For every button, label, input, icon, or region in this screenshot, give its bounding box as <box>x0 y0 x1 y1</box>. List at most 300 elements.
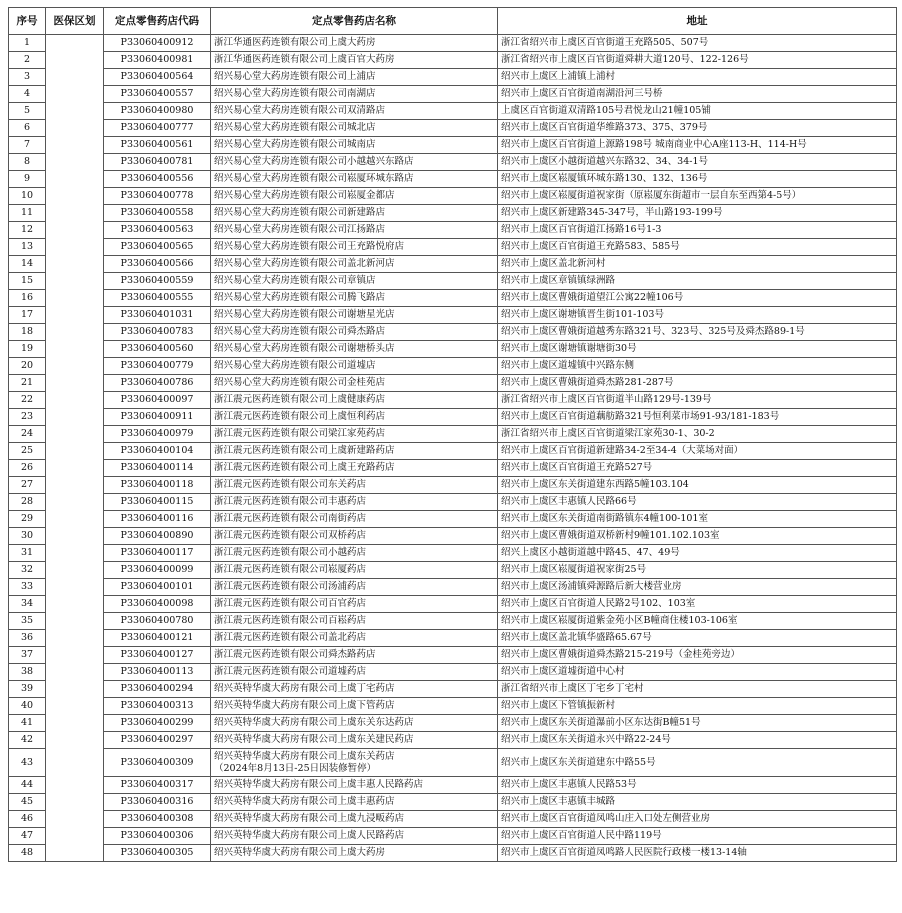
table-row <box>9 324 897 341</box>
row-name-cell <box>211 681 498 698</box>
row-code: P33060400565 <box>104 239 211 256</box>
table-row <box>9 341 897 358</box>
row-area <box>46 477 104 494</box>
row-address: 绍兴市上虞区曹娥街道双桥新村9幢101.102.103室 <box>498 528 897 545</box>
row-name-cell <box>211 698 498 715</box>
row-area <box>46 103 104 120</box>
row-code: P33060400560 <box>104 341 211 358</box>
row-name-cell <box>211 715 498 732</box>
row-code: P33060400557 <box>104 86 211 103</box>
row-area <box>46 460 104 477</box>
row-name-cell <box>211 222 498 239</box>
table-row <box>9 222 897 239</box>
row-area <box>46 273 104 290</box>
table-row <box>9 392 897 409</box>
row-name: 绍兴英特华虞大药房有限公司上虞丰惠人民路药店 <box>214 779 424 790</box>
row-name: 浙江震元医药连锁有限公司上虞健康药店 <box>214 394 386 405</box>
table-row <box>9 52 897 69</box>
row-seq: 33 <box>9 579 46 596</box>
row-seq: 22 <box>9 392 46 409</box>
row-seq: 44 <box>9 777 46 794</box>
row-seq: 6 <box>9 120 46 137</box>
row-seq: 26 <box>9 460 46 477</box>
row-code: P33060400116 <box>104 511 211 528</box>
row-name: 浙江震元医药连锁有限公司百崧药店 <box>214 615 367 626</box>
row-area <box>46 222 104 239</box>
row-code: P33060400098 <box>104 596 211 613</box>
row-name-cell <box>211 630 498 647</box>
table-row <box>9 715 897 732</box>
row-area <box>46 69 104 86</box>
row-name: 绍兴易心堂大药房连锁有限公司江扬路店 <box>214 224 386 235</box>
row-address: 绍兴市上虞区丰惠镇人民路53号 <box>498 777 897 794</box>
row-area <box>46 324 104 341</box>
row-address: 绍兴市上虞区曹娥街道越秀东路321号、323号、325号及舜杰路89-1号 <box>498 324 897 341</box>
row-name-cell <box>211 443 498 460</box>
row-seq: 45 <box>9 794 46 811</box>
row-name-cell <box>211 120 498 137</box>
row-address: 绍兴市上虞区百官街道上源路198号 城南商业中心A座113-H、114-H号 <box>498 137 897 154</box>
row-address: 绍兴市上虞区丰惠镇人民路66号 <box>498 494 897 511</box>
row-name: 绍兴易心堂大药房连锁有限公司金桂苑店 <box>214 377 386 388</box>
row-area <box>46 375 104 392</box>
row-address: 绍兴市上虞区东关街道永兴中路22-24号 <box>498 732 897 749</box>
header-seq: 序号 <box>9 8 46 35</box>
row-seq: 12 <box>9 222 46 239</box>
table-row <box>9 188 897 205</box>
row-address: 绍兴市上虞区丰惠镇丰城路 <box>498 794 897 811</box>
row-name-cell <box>211 52 498 69</box>
row-seq: 18 <box>9 324 46 341</box>
table-body <box>9 35 897 862</box>
row-name-cell <box>211 409 498 426</box>
row-code: P33060400781 <box>104 154 211 171</box>
row-name: 绍兴易心堂大药房连锁有限公司谢塘星光店 <box>214 309 395 320</box>
row-name: 绍兴易心堂大药房连锁有限公司城南店 <box>214 139 376 150</box>
row-seq: 5 <box>9 103 46 120</box>
row-code: P33060400118 <box>104 477 211 494</box>
row-name: 浙江震元医药连锁有限公司道墟药店 <box>214 666 367 677</box>
row-name-cell <box>211 579 498 596</box>
row-code: P33060400305 <box>104 845 211 862</box>
row-seq: 30 <box>9 528 46 545</box>
table-row <box>9 171 897 188</box>
row-code: P33060400299 <box>104 715 211 732</box>
row-code: P33060400297 <box>104 732 211 749</box>
row-code: P33060400783 <box>104 324 211 341</box>
row-area <box>46 749 104 777</box>
row-seq: 25 <box>9 443 46 460</box>
row-address: 绍兴市上虞区百官街道人民路2号102、103室 <box>498 596 897 613</box>
row-address: 绍兴市上虞区小越街道越兴东路32、34、34-1号 <box>498 154 897 171</box>
row-name: 浙江震元医药连锁有限公司梁江家苑药店 <box>214 428 386 439</box>
table-row <box>9 596 897 613</box>
row-name-cell <box>211 596 498 613</box>
row-seq: 31 <box>9 545 46 562</box>
row-name: 绍兴易心堂大药房连锁有限公司新建路店 <box>214 207 386 218</box>
row-address: 浙江省绍兴市上虞区百官街道梁江家苑30-1、30-2 <box>498 426 897 443</box>
header-code: 定点零售药店代码 <box>104 8 211 35</box>
row-area <box>46 154 104 171</box>
row-seq: 42 <box>9 732 46 749</box>
row-area <box>46 579 104 596</box>
row-code: P33060400561 <box>104 137 211 154</box>
table-row <box>9 307 897 324</box>
row-address: 绍兴市上虞区曹娥街道望江公寓22幢106号 <box>498 290 897 307</box>
row-address: 绍兴市上虞区东关街道瀑前小区东达街B幢51号 <box>498 715 897 732</box>
table-row <box>9 290 897 307</box>
row-name: 绍兴易心堂大药房连锁有限公司崧厦环城东路店 <box>214 173 414 184</box>
row-seq: 4 <box>9 86 46 103</box>
table-row <box>9 579 897 596</box>
row-area <box>46 777 104 794</box>
table-row <box>9 562 897 579</box>
row-name: 绍兴易心堂大药房连锁有限公司城北店 <box>214 122 376 133</box>
table-row <box>9 545 897 562</box>
table-row <box>9 137 897 154</box>
row-area <box>46 664 104 681</box>
row-address: 绍兴市上虞区百官街道凤鸣山庄入口处左侧营业房 <box>498 811 897 828</box>
row-name: 浙江震元医药连锁有限公司东关药店 <box>214 479 367 490</box>
row-seq: 46 <box>9 811 46 828</box>
row-area <box>46 845 104 862</box>
row-name-cell <box>211 562 498 579</box>
row-name-cell <box>211 86 498 103</box>
row-code: P33060401031 <box>104 307 211 324</box>
row-name-cell <box>211 494 498 511</box>
row-name: 绍兴易心堂大药房连锁有限公司腾飞路店 <box>214 292 386 303</box>
row-code: P33060400566 <box>104 256 211 273</box>
table-header-row <box>9 8 897 35</box>
row-area <box>46 409 104 426</box>
row-code: P33060400114 <box>104 460 211 477</box>
row-seq: 8 <box>9 154 46 171</box>
row-area <box>46 35 104 52</box>
row-name-cell <box>211 845 498 862</box>
row-name: 浙江震元医药连锁有限公司盖北药店 <box>214 632 367 643</box>
row-name-cell <box>211 256 498 273</box>
row-address: 绍兴市上虞区百官街道王充路527号 <box>498 460 897 477</box>
row-name: 绍兴英特华虞大药房有限公司上虞丰惠药店 <box>214 796 395 807</box>
row-address: 绍兴市上虞区曹娥街道舜杰路215-219号（金桂苑旁边） <box>498 647 897 664</box>
row-seq: 17 <box>9 307 46 324</box>
row-code: P33060400786 <box>104 375 211 392</box>
table-row <box>9 613 897 630</box>
row-code: P33060400890 <box>104 528 211 545</box>
row-area <box>46 528 104 545</box>
row-name: 绍兴易心堂大药房连锁有限公司上浦店 <box>214 71 376 82</box>
row-code: P33060400115 <box>104 494 211 511</box>
row-name-cell <box>211 35 498 52</box>
row-code: P33060400308 <box>104 811 211 828</box>
row-address: 绍兴市上虞区道墟镇中兴路东侧 <box>498 358 897 375</box>
row-name: 浙江震元医药连锁有限公司丰惠药店 <box>214 496 367 507</box>
row-name: 绍兴英特华虞大药房有限公司上虞人民路药店 <box>214 830 405 841</box>
row-area <box>46 290 104 307</box>
row-code: P33060400121 <box>104 630 211 647</box>
header-name: 定点零售药店名称 <box>211 8 498 35</box>
table-row <box>9 86 897 103</box>
row-name-cell <box>211 188 498 205</box>
row-seq: 24 <box>9 426 46 443</box>
row-code: P33060400563 <box>104 222 211 239</box>
row-seq: 32 <box>9 562 46 579</box>
row-seq: 41 <box>9 715 46 732</box>
row-address: 绍兴市上虞区东关街道建东中路55号 <box>498 749 897 777</box>
table-row <box>9 273 897 290</box>
row-code: P33060400101 <box>104 579 211 596</box>
row-name-cell <box>211 460 498 477</box>
row-area <box>46 205 104 222</box>
row-name-cell <box>211 664 498 681</box>
row-address: 绍兴市上虞区下管镇振新村 <box>498 698 897 715</box>
row-seq: 48 <box>9 845 46 862</box>
row-code: P33060400127 <box>104 647 211 664</box>
row-seq: 29 <box>9 511 46 528</box>
row-seq: 39 <box>9 681 46 698</box>
table-row <box>9 35 897 52</box>
row-name: 绍兴英特华虞大药房有限公司上虞东关东达药店 <box>214 717 414 728</box>
row-seq: 40 <box>9 698 46 715</box>
row-name-cell <box>211 528 498 545</box>
row-code: P33060400979 <box>104 426 211 443</box>
table-row <box>9 845 897 862</box>
row-area <box>46 794 104 811</box>
row-address: 绍兴市上虞区盖北新河村 <box>498 256 897 273</box>
row-address: 浙江省绍兴市上虞区百官街道舜耕大道120号、122-126号 <box>498 52 897 69</box>
row-code: P33060400912 <box>104 35 211 52</box>
row-seq: 2 <box>9 52 46 69</box>
table-row <box>9 494 897 511</box>
table-row <box>9 205 897 222</box>
row-seq: 34 <box>9 596 46 613</box>
table-row <box>9 120 897 137</box>
row-name: 绍兴英特华虞大药房有限公司上虞东关建民药店 <box>214 734 414 745</box>
row-name: 绍兴英特华虞大药房有限公司上虞大药房 <box>214 847 386 858</box>
row-seq: 11 <box>9 205 46 222</box>
row-address: 绍兴市上虞区百官街道新建路34-2至34-4（大菜场对面） <box>498 443 897 460</box>
row-name-cell <box>211 477 498 494</box>
row-name: 绍兴英特华虞大药房有限公司上虞东关药店 <box>214 750 395 762</box>
row-seq: 7 <box>9 137 46 154</box>
row-name: 绍兴英特华虞大药房有限公司上虞下管药店 <box>214 700 395 711</box>
row-seq: 43 <box>9 749 46 777</box>
pharmacy-table <box>8 7 897 862</box>
row-code: P33060400555 <box>104 290 211 307</box>
row-name: 浙江震元医药连锁有限公司上虞恒利药店 <box>214 411 386 422</box>
row-code: P33060400306 <box>104 828 211 845</box>
row-seq: 28 <box>9 494 46 511</box>
row-seq: 15 <box>9 273 46 290</box>
table-row <box>9 777 897 794</box>
row-name: 绍兴易心堂大药房连锁有限公司舜杰路店 <box>214 326 386 337</box>
row-name-cell <box>211 205 498 222</box>
row-name: 绍兴易心堂大药房连锁有限公司盖北新河店 <box>214 258 395 269</box>
row-area <box>46 392 104 409</box>
row-code: P33060400309 <box>104 749 211 777</box>
row-area <box>46 239 104 256</box>
row-code: P33060400558 <box>104 205 211 222</box>
row-code: P33060400097 <box>104 392 211 409</box>
row-seq: 19 <box>9 341 46 358</box>
row-name: 浙江震元医药连锁有限公司上虞新建路药店 <box>214 445 395 456</box>
row-name: 浙江震元医药连锁有限公司双桥药店 <box>214 530 367 541</box>
row-seq: 16 <box>9 290 46 307</box>
row-name: 绍兴英特华虞大药房有限公司上虞丁宅药店 <box>214 683 395 694</box>
table-row <box>9 647 897 664</box>
row-address: 绍兴市上虞区谢塘镇晋生街101-103号 <box>498 307 897 324</box>
table-row <box>9 443 897 460</box>
row-address: 浙江省绍兴市上虞区百官街道半山路129号-139号 <box>498 392 897 409</box>
row-address: 绍兴市上虞区百官街道藕舫路321号恒利菜市场91-93/181-183号 <box>498 409 897 426</box>
table-row <box>9 409 897 426</box>
table-row <box>9 681 897 698</box>
row-name: 绍兴易心堂大药房连锁有限公司道墟店 <box>214 360 376 371</box>
header-area: 医保区划 <box>46 8 104 35</box>
row-name: 绍兴易心堂大药房连锁有限公司南湖店 <box>214 88 376 99</box>
row-area <box>46 715 104 732</box>
row-area <box>46 681 104 698</box>
row-name-cell <box>211 811 498 828</box>
row-area <box>46 443 104 460</box>
row-area <box>46 698 104 715</box>
row-name: 浙江震元医药连锁有限公司小越药店 <box>214 547 367 558</box>
row-name-cell <box>211 426 498 443</box>
row-name-cell <box>211 273 498 290</box>
row-name-cell <box>211 794 498 811</box>
row-code: P33060400779 <box>104 358 211 375</box>
table-row <box>9 794 897 811</box>
table-row <box>9 698 897 715</box>
row-seq: 1 <box>9 35 46 52</box>
row-area <box>46 137 104 154</box>
row-address: 绍兴市上虞区汤浦镇舜源路后新大楼营业房 <box>498 579 897 596</box>
row-name-cell <box>211 749 498 777</box>
row-seq: 14 <box>9 256 46 273</box>
row-address: 绍兴市上虞区新建路345-347号，半山路193-199号 <box>498 205 897 222</box>
table-row <box>9 528 897 545</box>
row-address: 绍兴市上虞区百官街道凤鸣路人民医院行政楼一楼13-14轴 <box>498 845 897 862</box>
row-code: P33060400911 <box>104 409 211 426</box>
row-name: 绍兴易心堂大药房连锁有限公司小越越兴东路店 <box>214 156 414 167</box>
row-name-cell <box>211 69 498 86</box>
table-row <box>9 664 897 681</box>
row-address: 浙江省绍兴市上虞区百官街道王充路505、507号 <box>498 35 897 52</box>
table-row <box>9 630 897 647</box>
table-row <box>9 460 897 477</box>
row-name-cell <box>211 103 498 120</box>
row-name: 浙江华通医药连锁有限公司上虞大药房 <box>214 37 376 48</box>
row-address: 上虞区百官街道双清路105号君悦龙山21幢105铺 <box>498 103 897 120</box>
row-code: P33060400317 <box>104 777 211 794</box>
row-name: 浙江震元医药连锁有限公司上虞王充路药店 <box>214 462 395 473</box>
row-address: 绍兴市上虞区百官街道华维路373、375、379号 <box>498 120 897 137</box>
table-row <box>9 732 897 749</box>
row-code: P33060400117 <box>104 545 211 562</box>
row-seq: 3 <box>9 69 46 86</box>
row-area <box>46 596 104 613</box>
row-seq: 21 <box>9 375 46 392</box>
row-name-cell <box>211 341 498 358</box>
row-seq: 47 <box>9 828 46 845</box>
row-address: 绍兴市上虞区道墟街道中心村 <box>498 664 897 681</box>
row-name: 绍兴易心堂大药房连锁有限公司双清路店 <box>214 105 386 116</box>
row-name-cell <box>211 545 498 562</box>
row-area <box>46 188 104 205</box>
row-seq: 36 <box>9 630 46 647</box>
row-code: P33060400780 <box>104 613 211 630</box>
row-name-cell <box>211 358 498 375</box>
row-name-cell <box>211 154 498 171</box>
row-area <box>46 171 104 188</box>
row-name-cell <box>211 777 498 794</box>
row-area <box>46 828 104 845</box>
row-area <box>46 358 104 375</box>
row-name-cell <box>211 239 498 256</box>
table-row <box>9 511 897 528</box>
row-name-cell <box>211 375 498 392</box>
table-row <box>9 477 897 494</box>
table-row <box>9 828 897 845</box>
row-code: P33060400316 <box>104 794 211 811</box>
row-area <box>46 562 104 579</box>
row-area <box>46 732 104 749</box>
row-name-cell <box>211 511 498 528</box>
row-area <box>46 341 104 358</box>
row-seq: 27 <box>9 477 46 494</box>
row-area <box>46 256 104 273</box>
row-code: P33060400981 <box>104 52 211 69</box>
row-name-cell <box>211 307 498 324</box>
row-address: 绍兴市上虞区曹娥街道舜杰路281-287号 <box>498 375 897 392</box>
row-seq: 13 <box>9 239 46 256</box>
row-address: 绍兴市上虞区盖北镇华盛路65.67号 <box>498 630 897 647</box>
row-area <box>46 52 104 69</box>
table-row <box>9 154 897 171</box>
row-code: P33060400777 <box>104 120 211 137</box>
table-row <box>9 811 897 828</box>
table-row <box>9 256 897 273</box>
row-code: P33060400104 <box>104 443 211 460</box>
row-seq: 23 <box>9 409 46 426</box>
row-code: P33060400556 <box>104 171 211 188</box>
row-area <box>46 426 104 443</box>
table-row <box>9 375 897 392</box>
row-address: 绍兴市上虞区崧厦街道祝家街25号 <box>498 562 897 579</box>
row-seq: 9 <box>9 171 46 188</box>
row-code: P33060400294 <box>104 681 211 698</box>
row-name: 绍兴易心堂大药房连锁有限公司谢塘桥头店 <box>214 343 395 354</box>
row-name: 浙江震元医药连锁有限公司崧厦药店 <box>214 564 367 575</box>
row-name-cell <box>211 392 498 409</box>
row-area <box>46 494 104 511</box>
header-address: 地址 <box>498 8 897 35</box>
row-name-cell <box>211 732 498 749</box>
row-code: P33060400099 <box>104 562 211 579</box>
row-area <box>46 86 104 103</box>
row-name-cell <box>211 828 498 845</box>
row-name-cell <box>211 324 498 341</box>
row-address: 绍兴市上虞区百官街道江扬路16号1-3 <box>498 222 897 239</box>
row-area <box>46 120 104 137</box>
row-seq: 20 <box>9 358 46 375</box>
row-area <box>46 613 104 630</box>
row-seq: 10 <box>9 188 46 205</box>
row-address: 绍兴市上虞区上浦镇上浦村 <box>498 69 897 86</box>
row-name-cell <box>211 171 498 188</box>
row-name-cell <box>211 290 498 307</box>
row-address: 绍兴市上虞区东关街道南街路镇东4幢100-101室 <box>498 511 897 528</box>
